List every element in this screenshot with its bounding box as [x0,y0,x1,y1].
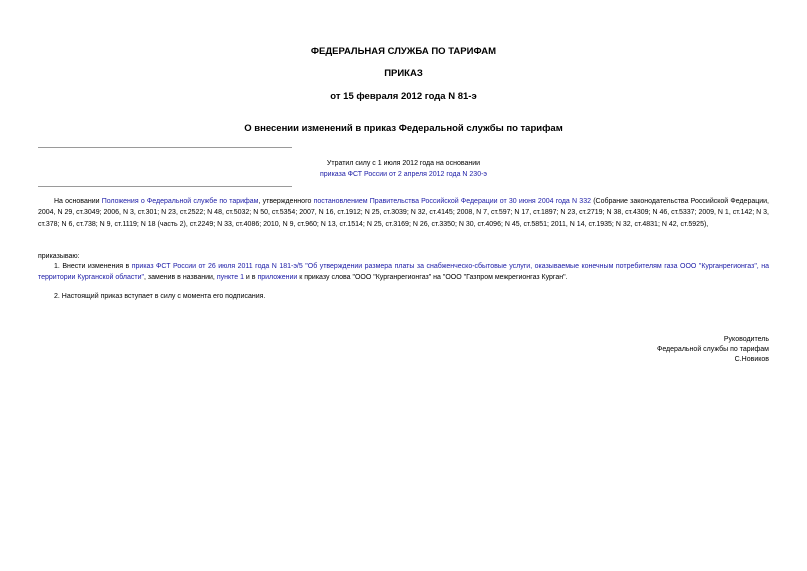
basis-citations: (Собрание законодательства Российской Федерации, 2004, N 29, ст.3049; 2006, N 3, ст.301; N 23, ст.2522; N 48, ст.5032; N 50, ст.5354; 2007, N 16, ст.1912; N 25, ст.3039; N 32, ст.4145; 2008, N 7, ст.597; N 17, ст.1897; N 23, ст.2719; N 38, ст.4309; N 46, ст.5337; 2009, N 1, ст.142; N 3, ст.378; N 6, ст.738; N 9, ст.1119; N 18 (часть 2), ст.2249; N 33, ст.4086; 2010, N 9, ст.960; N 13, ст.1514; N 25, ст.3169; N 26, ст.3350; N 30, ст.4096; N 45, ст.5851; 2011, N 14, ст.1935; N 32, ст.4831; N 42, ст.5925), [38,198,769,228]
item1-prefix: 1. Внести изменения в [54,263,132,270]
paragraph-basis [38,196,769,230]
validity-note-link-line [260,169,547,180]
divider-bottom [38,186,292,187]
validity-order-link[interactable]: приказа ФСТ России от 2 апреля 2012 года N 230-э [319,171,487,178]
signature-position: Руководитель [723,336,769,343]
item1-rest: к приказу слова "ООО "Курганрегионгаз" на "ООО "Газпром межрегионгаз Курган". [297,274,568,282]
agency-heading: ФЕДЕРАЛЬНАЯ СЛУЖБА ПО ТАРИФАМ [310,46,497,57]
paragraph-order-word: приказываю: [38,253,80,260]
basis-prefix: На основании [54,198,102,205]
paragraph-item-2: 2. Настоящий приказ вступает в силу с момента его подписания. [54,293,266,300]
document-title: О внесении изменений в приказ Федеральной службы по тарифам [244,123,563,134]
date-number-heading: от 15 февраля 2012 года N 81-э [330,91,477,102]
appendix-link[interactable]: приложении [257,274,298,282]
government-decree-link[interactable]: постановлением Правительства Российской Федерации от 30 июня 2004 года N 332 [313,198,591,205]
validity-note-text: Утратил силу с 1 июля 2012 года на основании [326,160,481,167]
signature-agency: Федеральной службы по тарифам [657,346,769,353]
fst-regulation-link[interactable]: Положения о Федеральной службе по тарифам [101,198,259,205]
amended-order-link[interactable]: приказ ФСТ России от 26 июля 2011 года N 181-э/5 "Об утверждении размера платы за снабженческо-сбытовые услуги, оказываемые конечным потребителям газа ООО "Курганрегионгаз", на территории Курганской области" [38,263,770,282]
signature-name: С.Новиков [734,356,769,363]
paragraph-item-1 [38,261,769,284]
basis-mid: , утвержденного [258,198,314,205]
doc-type-heading: ПРИКАЗ [384,68,423,79]
divider-top [38,147,292,148]
item1-mid1: , заменив в названии, [144,274,217,282]
clause-1-link[interactable]: пункте 1 [216,274,244,282]
item1-mid2: и в [243,274,258,282]
